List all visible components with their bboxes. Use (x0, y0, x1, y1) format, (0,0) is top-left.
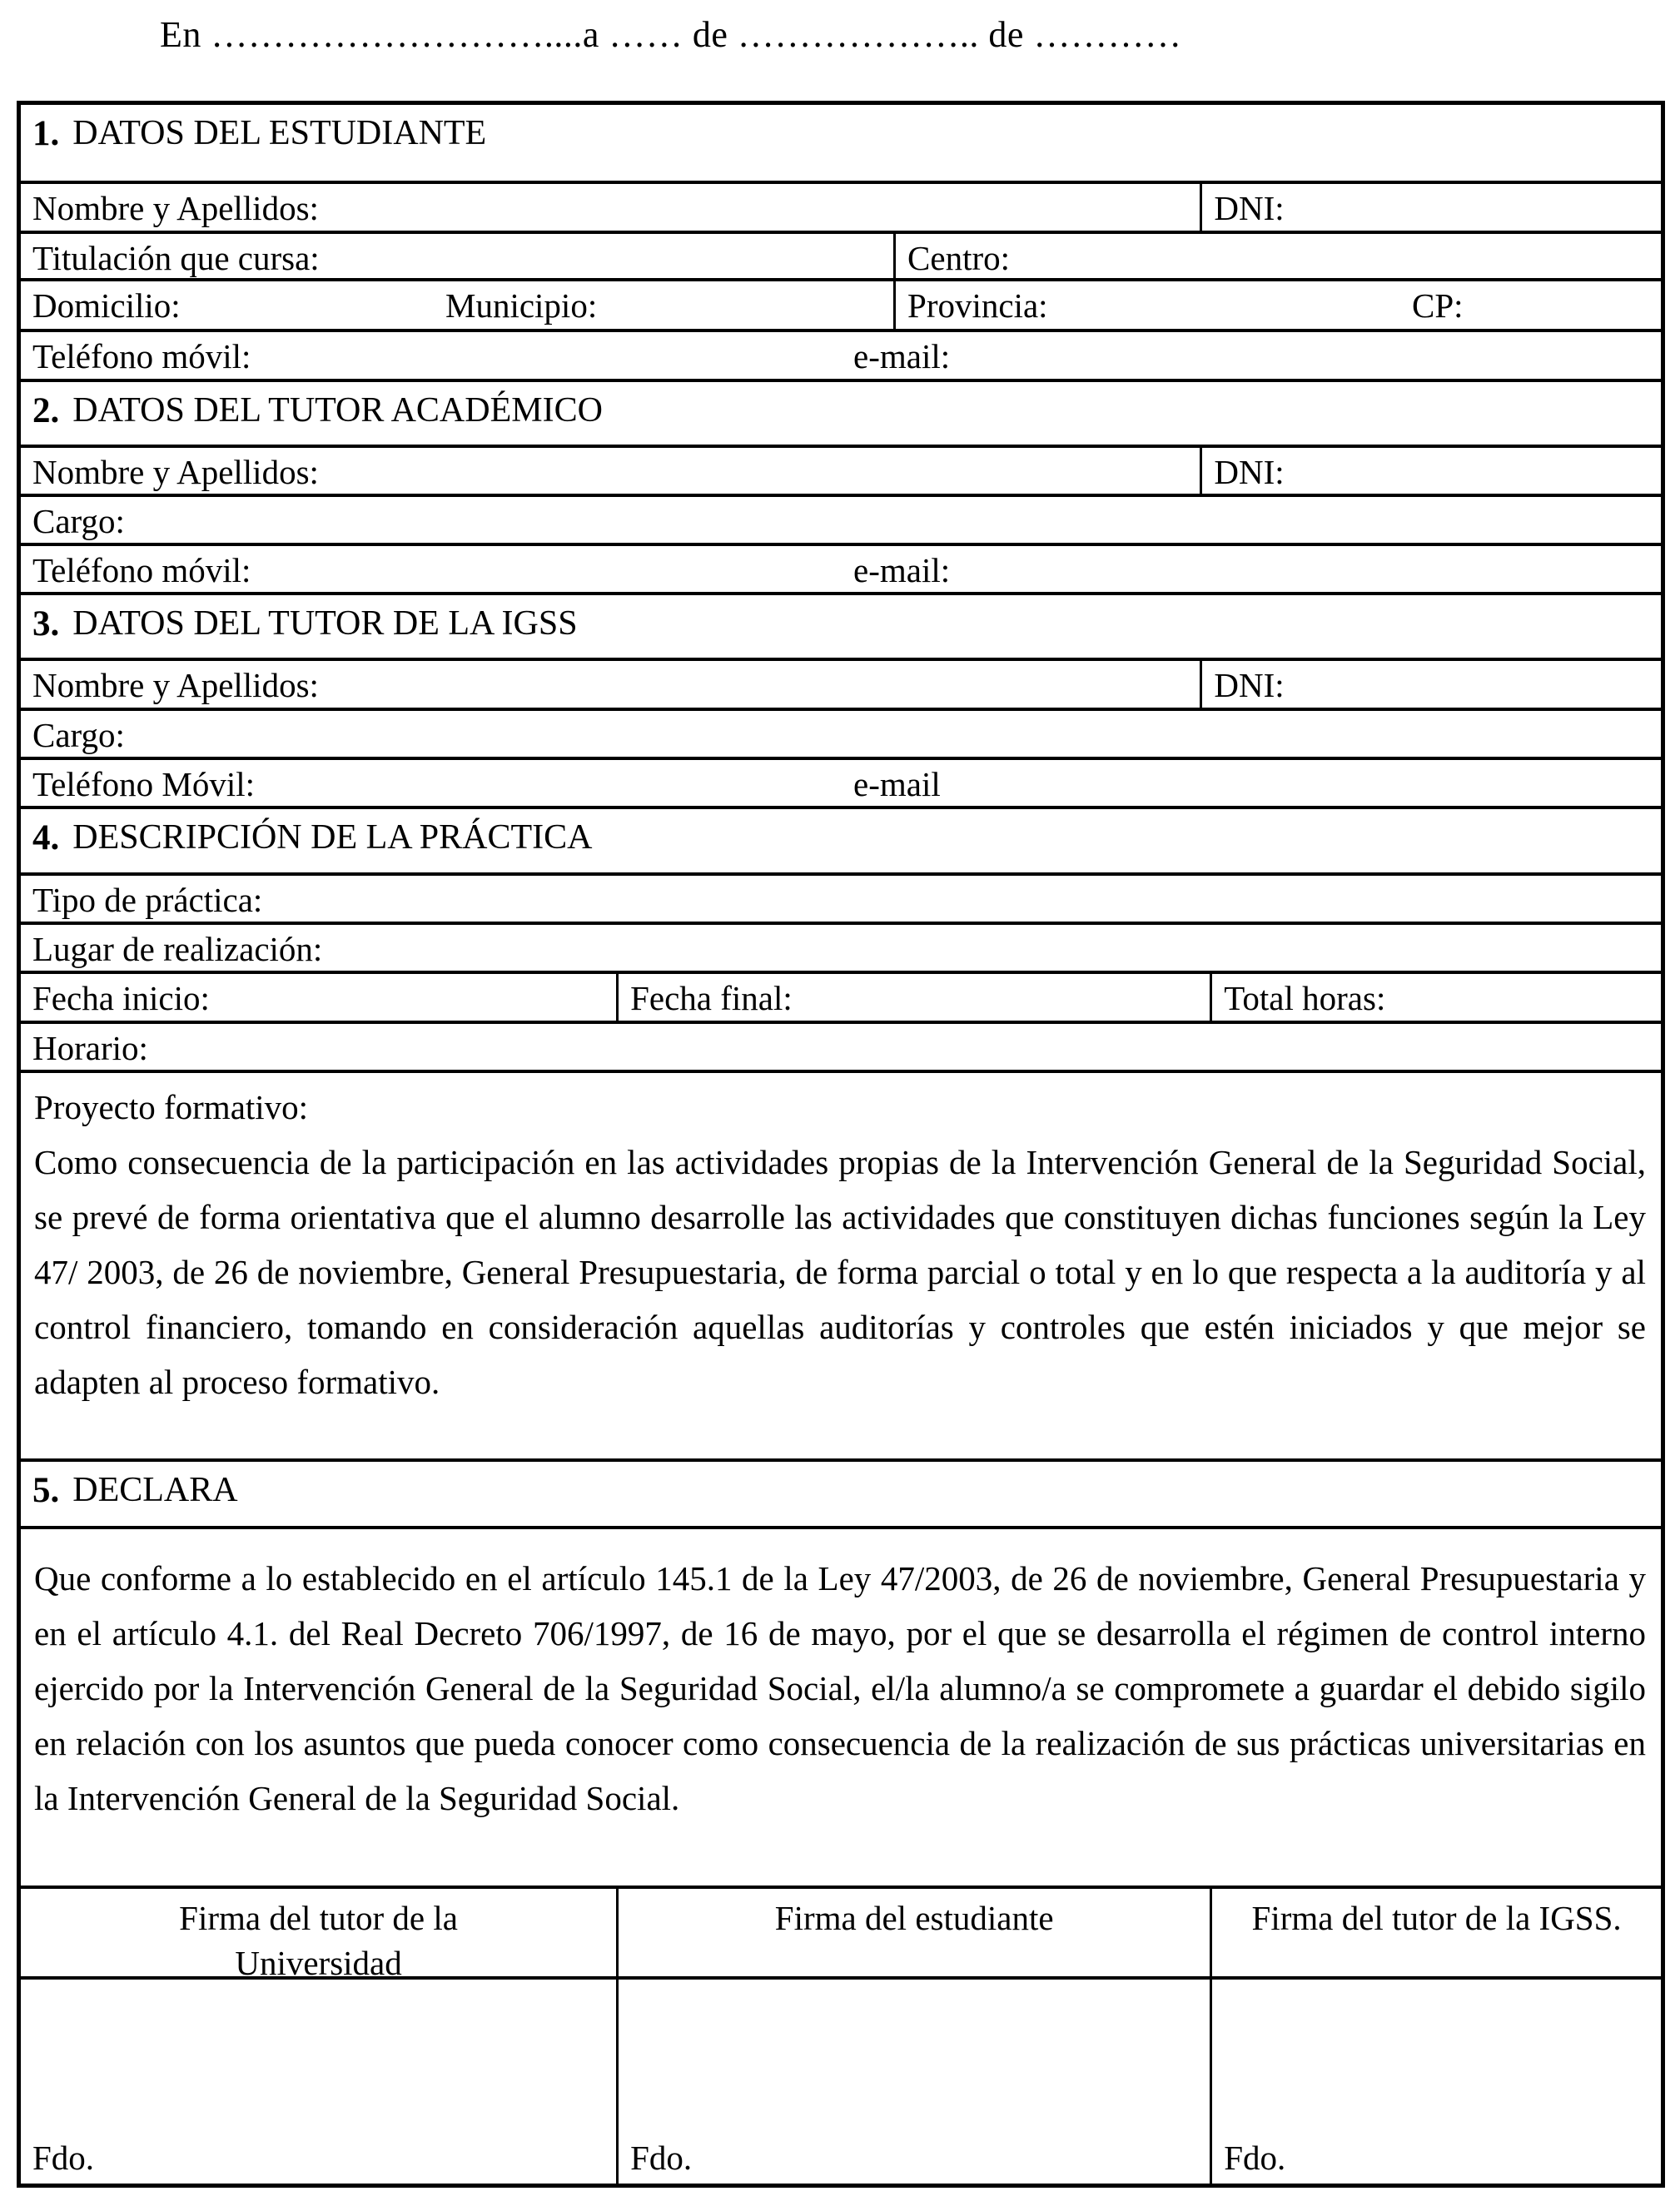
field-horario (21, 1024, 1661, 1070)
section1-row-telefono-email (21, 329, 1661, 379)
section2-title: DATOS DEL TUTOR ACADÉMICO (72, 391, 603, 430)
field-titulacion (21, 234, 893, 278)
email-tutor-academico-label: e-mail: (853, 551, 951, 589)
municipio-label: Municipio: (445, 286, 598, 325)
horario-label: Horario: (32, 1029, 148, 1067)
section1-row-titulacion-centro (21, 231, 1661, 278)
field-tipo-practica (21, 876, 1661, 922)
provincia-label: Provincia: (907, 286, 1048, 325)
signatures-sign-row (21, 1976, 1661, 2184)
section5-header (21, 1458, 1661, 1526)
fecha-final-label: Fecha final: (630, 979, 793, 1017)
field-nombre-tutor-academico (21, 448, 1200, 494)
firma-tutor-igss-label: Firma del tutor de la IGSS. (1251, 1899, 1622, 1937)
internship-form-table (17, 101, 1665, 2188)
field-dni-estudiante (1200, 184, 1661, 231)
section4-row-fechas (21, 971, 1661, 1021)
email-tutor-igss-label: e-mail (853, 765, 941, 803)
field-lugar-realizacion (21, 925, 1661, 971)
field-centro (893, 234, 1661, 278)
fecha-inicio-label: Fecha inicio: (32, 979, 210, 1017)
email-estudiante-label: e-mail: (853, 337, 951, 375)
cp-label: CP: (1412, 286, 1464, 325)
nombre-tutor-igss-label: Nombre y Apellidos: (32, 666, 319, 704)
section2-header (21, 379, 1661, 445)
telefono-tutor-academico-label: Teléfono móvil: (32, 551, 251, 589)
section5-number: 5. (32, 1471, 60, 1510)
section2-row-telefono-email (21, 543, 1661, 592)
section5-title: DECLARA (72, 1471, 238, 1509)
proyecto-formativo-label: Proyecto formativo: (34, 1088, 309, 1126)
signature-box-tutor-igss (1210, 1980, 1661, 2184)
field-dni-tutor-academico (1200, 448, 1661, 494)
fdo-tutor-universidad-label: Fdo. (32, 2138, 95, 2177)
signature-box-estudiante (616, 1980, 1210, 2184)
section1-row-nombre-dni (21, 181, 1661, 231)
field-telefono-email-tutor-igss (21, 760, 1661, 806)
lugar-realizacion-label: Lugar de realización: (32, 930, 323, 968)
field-nombre-estudiante (21, 184, 1200, 231)
centro-label: Centro: (907, 239, 1011, 277)
field-fecha-inicio (21, 974, 616, 1021)
section3-row-cargo (21, 708, 1661, 757)
section3-row-telefono-email (21, 757, 1661, 806)
section2-row-nombre-dni (21, 445, 1661, 494)
telefono-estudiante-label: Teléfono móvil: (32, 337, 251, 375)
section4-header (21, 806, 1661, 872)
section4-row-proyecto (21, 1070, 1661, 1458)
section4-title: DESCRIPCIÓN DE LA PRÁCTICA (72, 818, 593, 857)
nombre-tutor-academico-label: Nombre y Apellidos: (32, 453, 319, 491)
section1-number: 1. (32, 114, 60, 153)
section3-header (21, 592, 1661, 658)
field-nombre-tutor-igss (21, 661, 1200, 708)
field-cargo-tutor-igss (21, 711, 1661, 757)
fdo-tutor-igss-label: Fdo. (1224, 2138, 1286, 2177)
dni-estudiante-label: DNI: (1214, 189, 1285, 227)
nombre-estudiante-label: Nombre y Apellidos: (32, 189, 319, 227)
firma-estudiante-label: Firma del estudiante (774, 1899, 1054, 1937)
tipo-practica-label: Tipo de práctica: (32, 881, 263, 919)
fdo-estudiante-label: Fdo. (630, 2138, 693, 2177)
field-cargo-tutor-academico (21, 497, 1661, 543)
total-horas-label: Total horas: (1224, 979, 1386, 1017)
section2-number: 2. (32, 391, 60, 430)
section4-number: 4. (32, 818, 60, 857)
cargo-tutor-academico-label: Cargo: (32, 502, 125, 540)
date-place-line: En ………………………....a …… de ……………….. de ………… (160, 14, 1182, 55)
section2-row-cargo (21, 494, 1661, 543)
field-dni-tutor-igss (1200, 661, 1661, 708)
section1-header (21, 105, 1661, 181)
dni-tutor-igss-label: DNI: (1214, 666, 1285, 704)
dni-tutor-academico-label: DNI: (1214, 453, 1285, 491)
signatures-header-row (21, 1886, 1661, 1976)
field-fecha-final (616, 974, 1210, 1021)
section5-row-declara (21, 1526, 1661, 1886)
field-proyecto-formativo (21, 1073, 1661, 1458)
domicilio-label: Domicilio: (32, 286, 181, 325)
field-provincia-cp (893, 281, 1661, 329)
firma-estudiante-header (616, 1889, 1210, 1976)
titulacion-label: Titulación que cursa: (32, 239, 320, 277)
section3-number: 3. (32, 604, 60, 643)
section1-row-domicilio-provincia (21, 278, 1661, 329)
field-telefono-email-tutor-academico (21, 546, 1661, 592)
firma-tutor-igss-header (1210, 1889, 1661, 1976)
field-telefono-email-estudiante (21, 332, 1661, 379)
firma-tutor-universidad-label: Firma del tutor de la Universidad (179, 1899, 458, 1976)
firma-tutor-universidad-header (21, 1889, 616, 1976)
field-domicilio-municipio (21, 281, 893, 329)
section3-title: DATOS DEL TUTOR DE LA IGSS (72, 604, 578, 643)
section4-row-horario (21, 1021, 1661, 1070)
proyecto-formativo-text: Como consecuencia de la participación en las actividades propias de la Intervención General de la Seguridad Social, se prevé de forma orientativa que el alumno desarrolle las actividades que constituyen dichas funciones según la Ley 47/ 2003, de 26 de noviembre, General Presupuestaria, de forma parcial o total y en lo que respecta a la auditoría y al control financiero, tomando en consideración aquellas auditorías y controles que estén iniciados y que mejor se adapten al proceso formativo. (34, 1143, 1646, 1401)
section4-row-tipo (21, 872, 1661, 922)
section4-row-lugar (21, 922, 1661, 971)
signature-box-tutor-universidad (21, 1980, 616, 2184)
cargo-tutor-igss-label: Cargo: (32, 716, 125, 754)
telefono-tutor-igss-label: Teléfono Móvil: (32, 765, 256, 803)
field-total-horas (1210, 974, 1661, 1021)
declara-text: Que conforme a lo establecido en el artículo 145.1 de la Ley 47/2003, de 26 de noviembre, General Presupuestaria y en el artículo 4.1. del Real Decreto 706/1997, de 16 de mayo, por el que se desarrolla el régimen de control interno ejercido por la Intervención General de la Seguridad Social, el/la alumno/a se compromete a guardar el debido sigilo en relación con los asuntos que pueda conocer como consecuencia de la realización de sus prácticas universitarias en la Intervención General de la Seguridad Social. (34, 1559, 1646, 1817)
section1-title: DATOS DEL ESTUDIANTE (72, 114, 487, 152)
section3-row-nombre-dni (21, 658, 1661, 708)
